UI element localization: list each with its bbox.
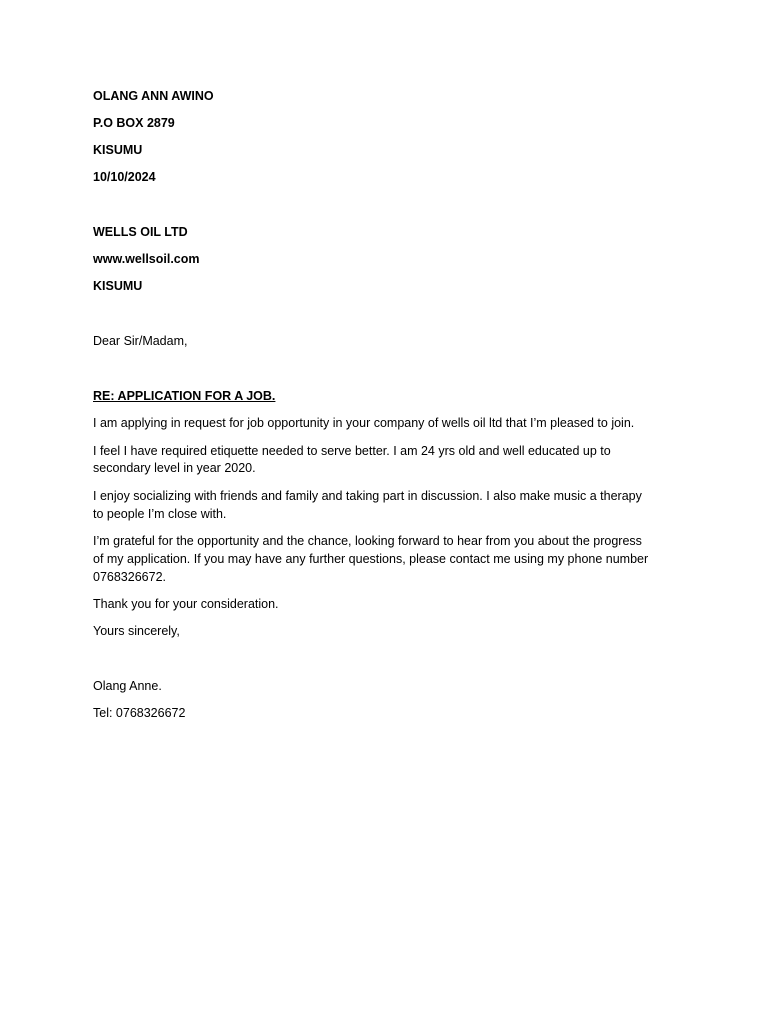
recipient-company: WELLS OIL LTD	[93, 225, 188, 239]
body-paragraph-5: Thank you for your consideration.	[93, 597, 279, 611]
body-paragraph-2-line-1: I feel I have required etiquette needed to serve better. I am 24 yrs old and well educated up to	[93, 444, 611, 458]
sender-name: OLANG ANN AWINO	[93, 89, 214, 103]
body-paragraph-3-line-2: to people I’m close with.	[93, 507, 227, 521]
body-paragraph-1: I am applying in request for job opportunity in your company of wells oil ltd that I’m pleased to join.	[93, 416, 635, 430]
closing: Yours sincerely,	[93, 624, 180, 638]
recipient-website: www.wellsoil.com	[93, 252, 200, 266]
body-paragraph-4-line-2: of my application. If you may have any further questions, please contact me using my phone number	[93, 552, 649, 566]
signature-name: Olang Anne.	[93, 679, 162, 693]
body-paragraph-4-line-1: I’m grateful for the opportunity and the chance, looking forward to hear from you about the progress	[93, 534, 642, 548]
subject-line: RE: APPLICATION FOR A JOB.	[93, 389, 276, 403]
body-paragraph-3-line-1: I enjoy socializing with friends and family and taking part in discussion. I also make music a therapy	[93, 489, 642, 503]
body-paragraph-4-line-3: 0768326672.	[93, 570, 166, 584]
sender-address: P.O BOX 2879	[93, 116, 175, 130]
signature-tel: Tel: 0768326672	[93, 706, 186, 720]
letter-date: 10/10/2024	[93, 170, 156, 184]
salutation: Dear Sir/Madam,	[93, 334, 188, 348]
recipient-city: KISUMU	[93, 279, 143, 293]
sender-city: KISUMU	[93, 143, 143, 157]
body-paragraph-2-line-2: secondary level in year 2020.	[93, 461, 256, 475]
